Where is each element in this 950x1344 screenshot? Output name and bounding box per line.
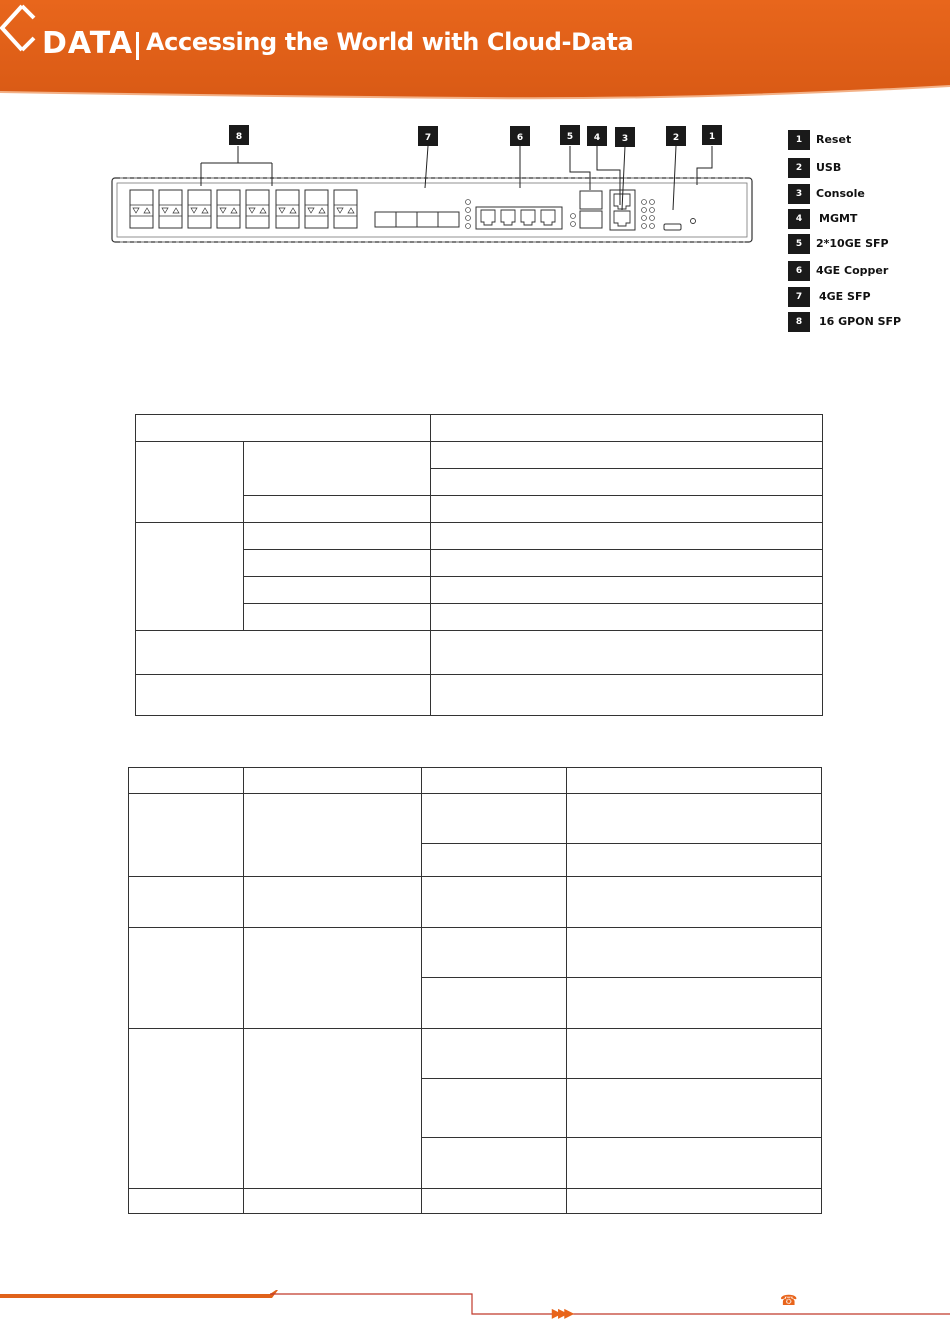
header-tagline: Accessing the World with Cloud-Data — [146, 28, 634, 56]
table-cell — [129, 768, 244, 794]
legend-label: 16 GPON SFP — [819, 315, 902, 328]
table-cell — [243, 496, 430, 523]
table-cell — [430, 577, 822, 604]
table-cell — [567, 768, 822, 794]
table-cell — [129, 928, 244, 1029]
callout-number: 1 — [708, 132, 716, 142]
table-cell — [430, 469, 822, 496]
table-cell — [567, 1029, 822, 1079]
callout-number: 2 — [672, 133, 680, 143]
table-row — [129, 1189, 822, 1214]
callout-number: 8 — [235, 132, 243, 142]
logo-text: DATA — [42, 26, 134, 61]
table-cell — [430, 675, 822, 716]
table-cell — [243, 1029, 421, 1189]
table-row — [136, 675, 823, 716]
legend-number: 7 — [788, 287, 810, 307]
tenge-sfp-ports — [580, 191, 602, 228]
table-cell — [243, 768, 421, 794]
table-cell — [243, 928, 421, 1029]
table-cell — [243, 523, 430, 550]
table-cell — [430, 550, 822, 577]
port-table — [128, 767, 822, 1214]
table-cell — [243, 577, 430, 604]
table-row — [129, 928, 822, 978]
callout-number: 7 — [424, 133, 432, 143]
footer-arrows-icon: ▶▶▶ — [552, 1306, 571, 1320]
table-cell — [136, 523, 244, 631]
table-cell — [430, 631, 822, 675]
table-cell — [421, 978, 567, 1029]
legend-label: Reset — [816, 133, 852, 146]
table-cell — [567, 877, 822, 928]
table-cell — [567, 844, 822, 877]
legend-label: MGMT — [819, 212, 858, 225]
table-cell — [421, 768, 567, 794]
table-cell — [421, 877, 567, 928]
legend-label: 4GE SFP — [819, 290, 871, 303]
table-cell — [421, 794, 567, 844]
legend-number: 6 — [788, 261, 810, 281]
table-cell — [243, 877, 421, 928]
table-row — [136, 442, 823, 469]
table-cell — [421, 1189, 567, 1214]
table-cell — [567, 928, 822, 978]
table-cell — [129, 1029, 244, 1189]
table-cell — [421, 1079, 567, 1138]
table-cell — [129, 1189, 244, 1214]
reset-button — [691, 219, 696, 224]
callout-number: 3 — [621, 134, 629, 144]
legend-label: 4GE Copper — [816, 264, 889, 277]
table-cell — [136, 631, 431, 675]
legend-number: 4 — [788, 209, 810, 229]
table-row — [129, 794, 822, 844]
table-cell — [243, 604, 430, 631]
table-cell — [430, 442, 822, 469]
table-cell — [243, 442, 430, 496]
device-front-panel — [0, 110, 780, 290]
footer-lines — [0, 1280, 950, 1344]
header-separator — [136, 32, 139, 60]
table-cell — [129, 877, 244, 928]
legend-number: 2 — [788, 158, 810, 178]
table-cell — [430, 604, 822, 631]
phone-icon: ☎ — [780, 1292, 798, 1308]
table-row — [136, 415, 823, 442]
table-row — [129, 768, 822, 794]
legend-number: 5 — [788, 234, 810, 254]
callout-number: 5 — [566, 132, 574, 142]
table-cell — [567, 1138, 822, 1189]
spec-table — [135, 414, 823, 716]
legend-label: USB — [816, 161, 842, 174]
table-cell — [136, 675, 431, 716]
table-row — [129, 1029, 822, 1079]
table-cell — [430, 496, 822, 523]
table-cell — [421, 1029, 567, 1079]
callout-boxes — [229, 125, 722, 147]
legend-label: Console — [816, 187, 865, 200]
usb-port — [664, 224, 681, 230]
table-cell — [567, 978, 822, 1029]
legend-number: 1 — [788, 130, 810, 150]
page-footer — [0, 1280, 950, 1344]
table-cell — [243, 550, 430, 577]
table-cell — [243, 1189, 421, 1214]
legend-number: 3 — [788, 184, 810, 204]
table-row — [136, 523, 823, 550]
table-cell — [243, 794, 421, 877]
table-cell — [129, 794, 244, 877]
table-row — [136, 631, 823, 675]
callout-number: 6 — [516, 133, 524, 143]
table-cell — [430, 523, 822, 550]
table-cell — [430, 415, 822, 442]
table-cell — [421, 1138, 567, 1189]
table-cell — [136, 442, 244, 523]
table-cell — [567, 1189, 822, 1214]
ge-sfp-ports — [375, 212, 459, 227]
table-cell — [567, 1079, 822, 1138]
table-cell — [567, 794, 822, 844]
legend-label: 2*10GE SFP — [816, 237, 889, 250]
legend-number: 8 — [788, 312, 810, 332]
table-cell — [136, 415, 431, 442]
callout-number: 4 — [593, 133, 601, 143]
table-cell — [421, 844, 567, 877]
table-row — [129, 877, 822, 928]
table-cell — [421, 928, 567, 978]
page-header — [0, 0, 950, 102]
